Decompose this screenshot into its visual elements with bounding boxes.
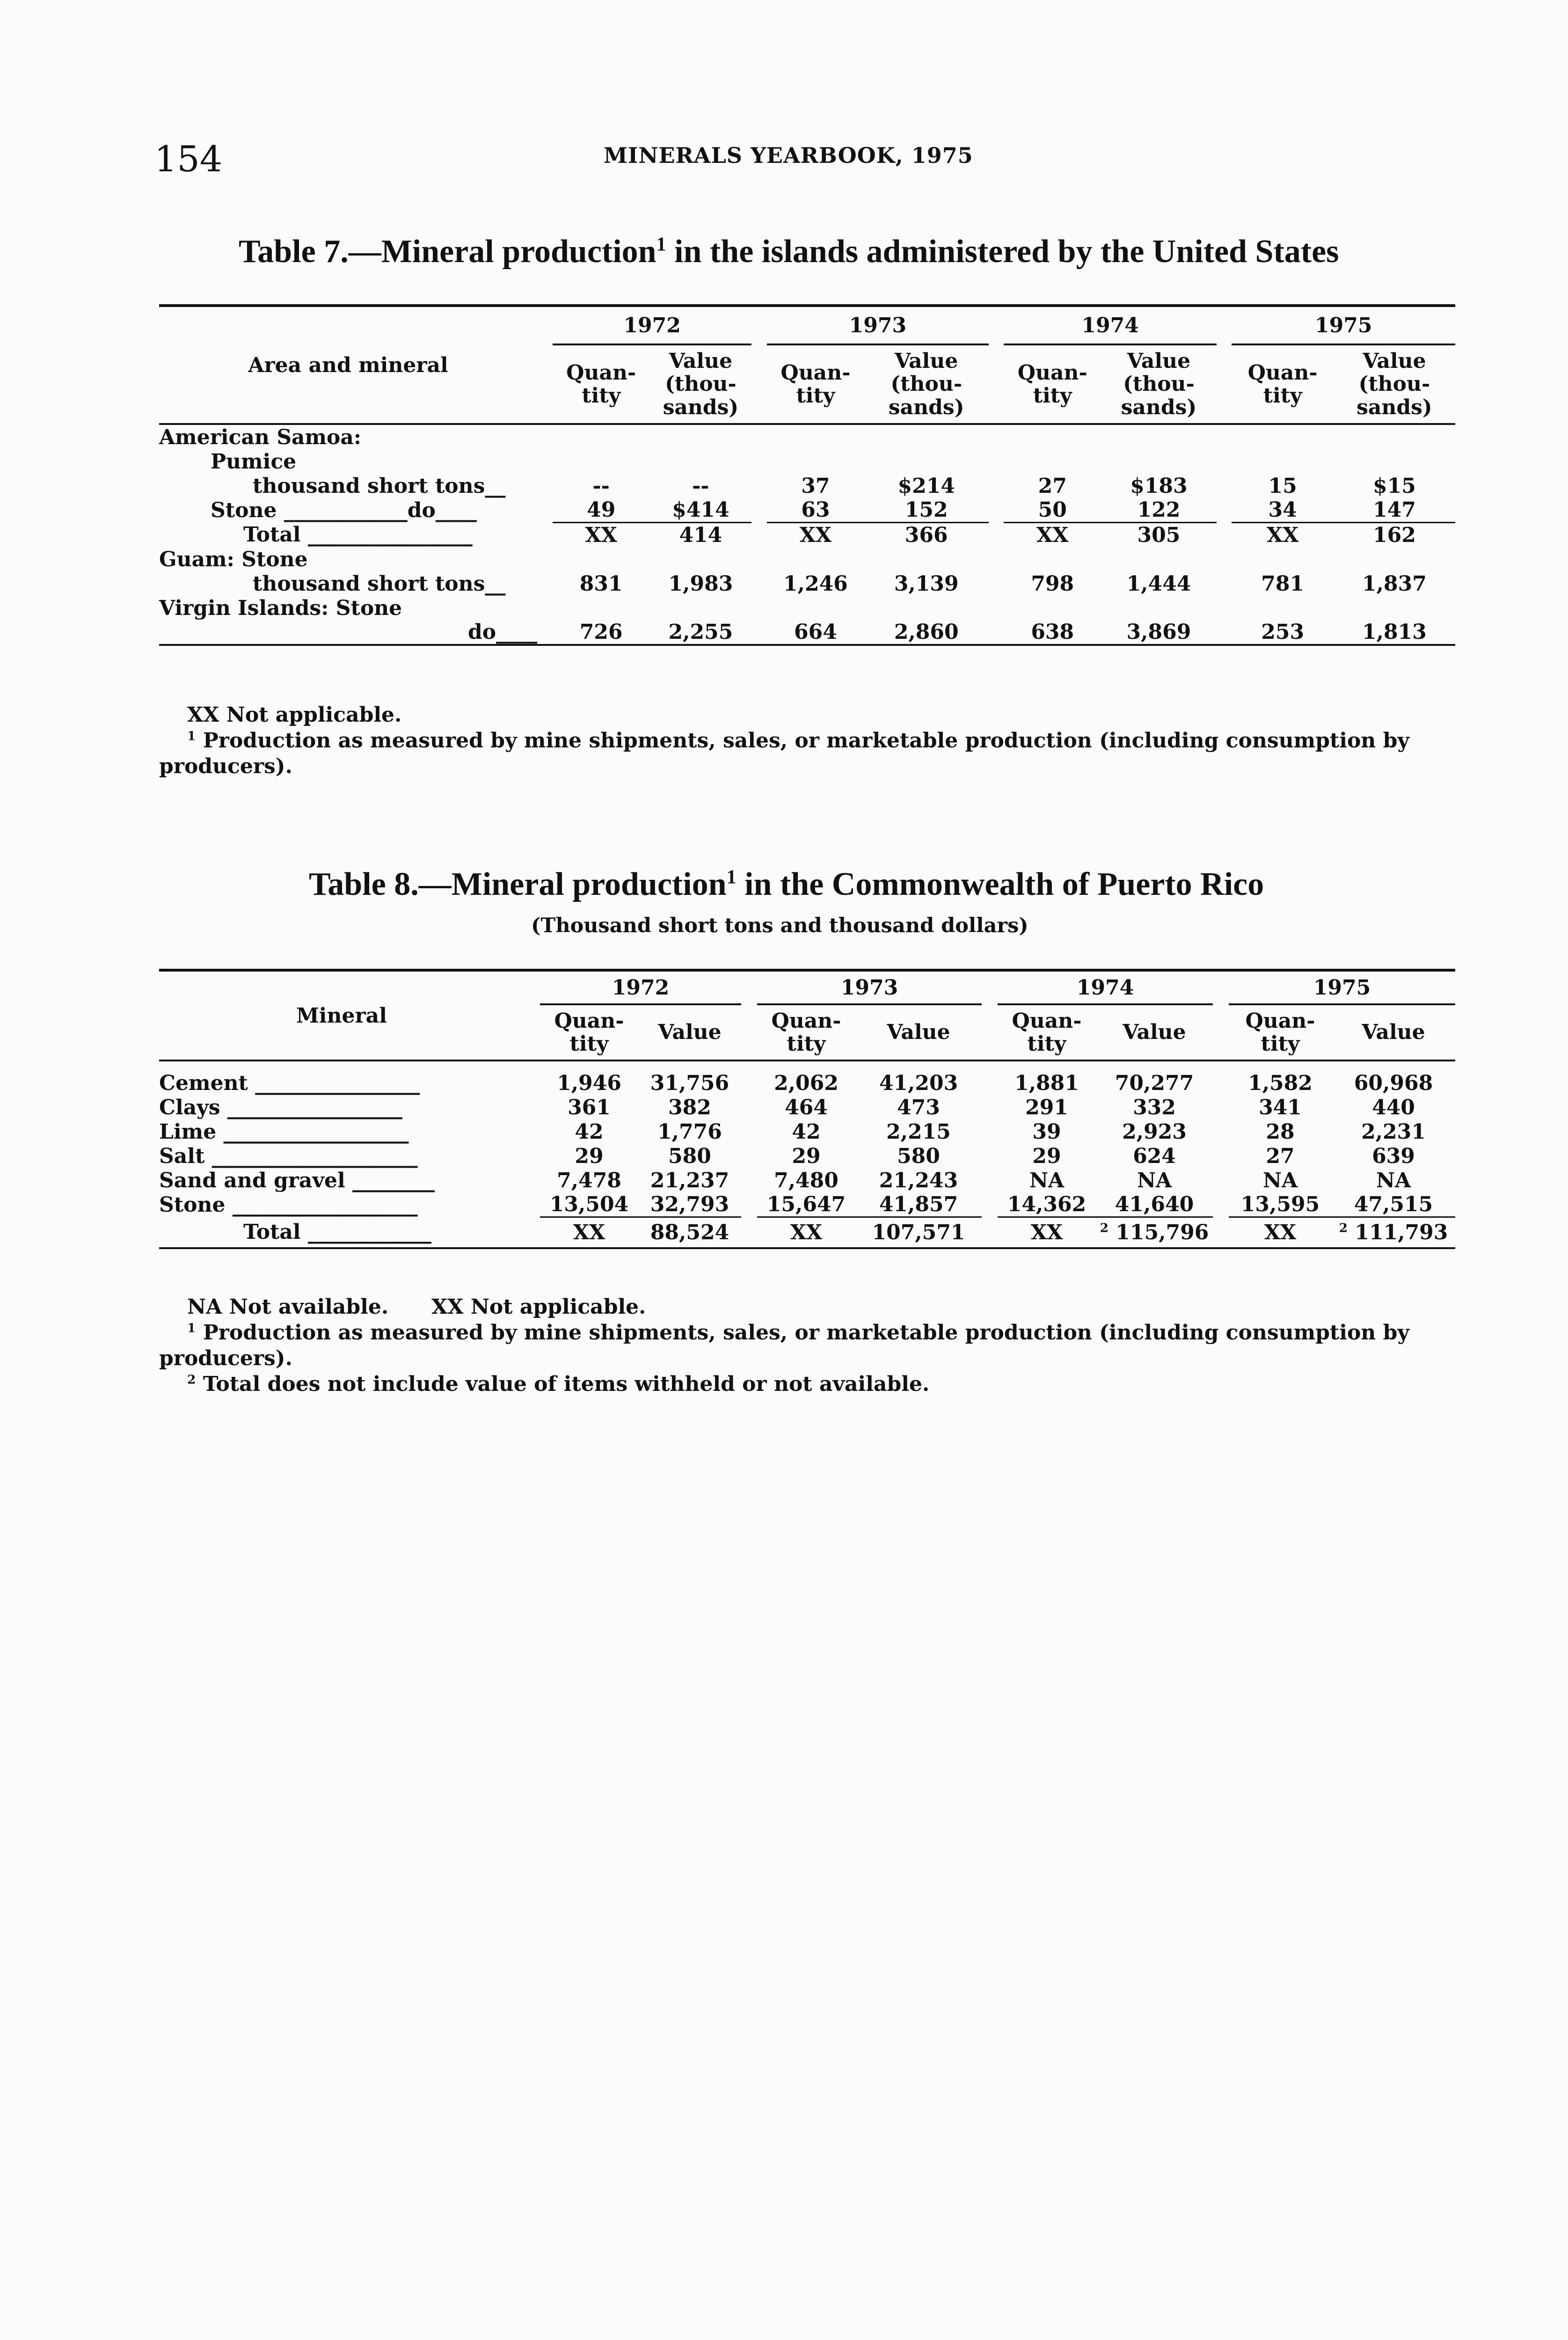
column-gap (1217, 547, 1232, 571)
value-cell (1101, 449, 1217, 474)
value-cell: $214 (897, 474, 955, 498)
column-gap (741, 1168, 757, 1192)
column-gap (1217, 620, 1232, 645)
table7-quantity-header: Quan- tity (566, 360, 636, 408)
column-gap (751, 620, 767, 645)
table-row (159, 1192, 1455, 1217)
table-row (159, 498, 1455, 523)
column-gap (524, 1192, 540, 1217)
table8-title-footnote-mark: 1 (726, 866, 737, 888)
table8-body (159, 1071, 1455, 1248)
quantity-cell: 14,362 (1007, 1192, 1087, 1216)
quantity-cell: 1,881 (1014, 1071, 1079, 1095)
column-gap (741, 1119, 757, 1144)
total-value: XX (790, 1220, 823, 1244)
column-gap (1213, 1192, 1229, 1217)
column-gap (524, 1217, 540, 1248)
value-cell: 2,860 (894, 620, 959, 644)
column-gap (989, 425, 1004, 449)
page-number: 154 (154, 138, 223, 180)
value-cell: $414 (672, 498, 729, 522)
column-gap (1217, 449, 1232, 474)
row-label: Total ________________ (243, 523, 473, 547)
column-gap (741, 1217, 757, 1248)
table8-label-header: Mineral (296, 1003, 387, 1028)
quantity-cell (553, 547, 650, 571)
quantity-cell: XX (1004, 523, 1101, 548)
quantity-cell (1232, 596, 1333, 620)
value-cell: 2,923 (1122, 1119, 1187, 1144)
table-row (159, 1144, 1455, 1168)
table7-footnote-1-text: Production as measured by mine shipments, sales, or marketable production (including consumption by producers). (159, 729, 1409, 778)
table8-footnote-1-text: Production as measured by mine shipments, sales, or marketable production (including consumption by producers). (159, 1321, 1409, 1370)
table7-quantity-header: Quan- tity (1017, 360, 1087, 408)
quantity-cell (1232, 449, 1333, 474)
quantity-cell: NA (1262, 1168, 1298, 1192)
table8-notes (159, 1294, 1455, 1397)
quantity-cell: 49 (587, 498, 616, 522)
column-gap (989, 523, 1004, 548)
quantity-cell: 50 (1038, 498, 1067, 522)
quantity-cell: 464 (785, 1095, 828, 1119)
quantity-cell (1004, 425, 1101, 449)
total-value-cell (1096, 1217, 1213, 1248)
row-label: Cement ________________ (159, 1071, 420, 1095)
value-cell: 41,640 (1115, 1192, 1194, 1216)
table8-year-1973: 1973 (757, 972, 982, 1004)
column-gap (989, 571, 1004, 596)
value-cell: $183 (1130, 474, 1188, 498)
column-gap (751, 571, 767, 596)
table-row (159, 1168, 1455, 1192)
row-label: thousand short tons__ (253, 571, 506, 596)
table7-title-suffix: in the islands administered by the United States (666, 234, 1339, 270)
table-row (159, 425, 1455, 449)
table8-value-header: Value (658, 1020, 722, 1045)
table-row (159, 449, 1455, 474)
value-cell: 152 (904, 498, 948, 522)
total-label: Total ____________ (243, 1220, 431, 1244)
quantity-cell: 15,647 (766, 1192, 846, 1216)
table-row (159, 1095, 1455, 1119)
column-gap (741, 1095, 757, 1119)
quantity-cell: 63 (801, 498, 830, 522)
table-row (159, 571, 1455, 596)
column-gap (1213, 1119, 1229, 1144)
value-cell: 414 (650, 523, 752, 548)
table8-year-1974: 1974 (998, 972, 1213, 1004)
column-gap (989, 474, 1004, 498)
value-cell: 1,813 (1362, 620, 1427, 644)
column-gap (524, 1119, 540, 1144)
value-cell: 580 (897, 1144, 940, 1168)
value-cell (650, 449, 752, 474)
value-cell: 305 (1101, 523, 1217, 548)
table8 (159, 969, 1455, 1249)
quantity-cell: 34 (1268, 498, 1297, 522)
value-cell (1334, 425, 1455, 449)
total-value: XX (573, 1220, 605, 1244)
value-cell: 60,968 (1354, 1071, 1433, 1095)
table7-quantity-header: Quan- tity (780, 360, 851, 408)
column-gap (989, 449, 1004, 474)
total-value: 107,571 (872, 1220, 965, 1244)
value-cell: 2,215 (886, 1119, 951, 1144)
quantity-cell (1004, 449, 1101, 474)
table7-notes (159, 702, 1455, 779)
value-cell: 624 (1133, 1144, 1176, 1168)
column-gap (989, 498, 1004, 523)
table8-quantity-header: Quan- tity (771, 1009, 841, 1056)
row-label: do____ (468, 620, 538, 644)
value-cell: -- (692, 474, 709, 498)
value-cell: 70,277 (1115, 1071, 1194, 1095)
table8-footnote-1-mark: 1 (187, 1321, 196, 1336)
quantity-cell: 42 (792, 1119, 821, 1144)
table8-title (309, 866, 1264, 903)
quantity-cell: 7,480 (774, 1168, 839, 1192)
row-label: Stone ____________do____ (211, 498, 477, 522)
row-label: Clays _________________ (159, 1095, 402, 1119)
value-cell: 639 (1372, 1144, 1415, 1168)
table8-value-header: Value (1362, 1020, 1425, 1045)
footnote-mark: 2 (1100, 1221, 1109, 1236)
quantity-cell: 7,478 (557, 1168, 621, 1192)
column-gap (751, 498, 767, 523)
table7-year-1972: 1972 (553, 307, 752, 344)
value-cell: $15 (1372, 474, 1416, 498)
quantity-cell: 27 (1038, 474, 1067, 498)
value-cell (864, 596, 989, 620)
value-cell (650, 547, 752, 571)
quantity-cell (1232, 547, 1333, 571)
quantity-cell: NA (1029, 1168, 1065, 1192)
quantity-cell: 341 (1259, 1095, 1302, 1119)
quantity-cell (767, 449, 864, 474)
value-cell: 1,837 (1362, 571, 1427, 596)
column-gap (1217, 523, 1232, 548)
column-gap (982, 1071, 998, 1095)
quantity-cell: XX (553, 523, 650, 548)
value-cell (650, 425, 752, 449)
table7-title-prefix: Table 7.—Mineral production (239, 234, 656, 270)
value-cell (1334, 596, 1455, 620)
quantity-cell: 831 (579, 571, 623, 596)
row-label: Salt ____________________ (159, 1144, 418, 1168)
quantity-cell (1004, 596, 1101, 620)
column-gap (1213, 1095, 1229, 1119)
column-gap (751, 596, 767, 620)
quantity-cell (553, 425, 650, 449)
column-gap (524, 1168, 540, 1192)
table7-title (239, 233, 1339, 271)
column-gap (1217, 474, 1232, 498)
value-cell (864, 547, 989, 571)
total-quantity-cell (998, 1217, 1096, 1248)
table8-quantity-header: Quan- tity (1245, 1009, 1315, 1056)
table7-label-header: Area and mineral (248, 353, 448, 377)
table8-title-suffix: in the Commonwealth of Puerto Rico (736, 866, 1264, 902)
quantity-cell: 798 (1031, 571, 1074, 596)
column-gap (1213, 1144, 1229, 1168)
column-gap (537, 498, 553, 523)
table7-value-header: Value (thou- sands) (1357, 349, 1432, 419)
column-gap (1213, 1168, 1229, 1192)
value-cell (1101, 425, 1217, 449)
value-cell: 332 (1133, 1095, 1176, 1119)
value-cell: 41,203 (879, 1071, 958, 1095)
value-cell (864, 449, 989, 474)
row-label: American Samoa: (159, 425, 362, 449)
quantity-cell: 1,246 (783, 571, 848, 596)
quantity-cell: 13,504 (549, 1192, 629, 1216)
total-quantity-cell (540, 1217, 638, 1248)
column-gap (741, 1071, 757, 1095)
quantity-cell: 15 (1268, 474, 1297, 498)
column-gap (982, 1192, 998, 1217)
value-cell: 1,776 (657, 1119, 722, 1144)
column-gap (1217, 571, 1232, 596)
value-cell (1101, 547, 1217, 571)
column-gap (751, 474, 767, 498)
value-cell: 2,231 (1361, 1119, 1426, 1144)
total-row (159, 1217, 1455, 1248)
total-value: 111,793 (1355, 1220, 1448, 1244)
value-cell: 32,793 (650, 1192, 729, 1216)
table-row (159, 596, 1455, 620)
quantity-cell: 2,062 (774, 1071, 839, 1095)
value-cell (650, 596, 752, 620)
quantity-cell (1004, 547, 1101, 571)
column-gap (989, 596, 1004, 620)
row-label: Stone __________________ (159, 1192, 418, 1217)
footnote-mark: 2 (1339, 1221, 1348, 1236)
column-gap (989, 620, 1004, 645)
quantity-cell: -- (592, 474, 610, 498)
table8-note-na-xx: NA Not available. XX Not applicable. (187, 1295, 646, 1319)
row-label: Lime __________________ (159, 1119, 409, 1144)
column-gap (989, 547, 1004, 571)
value-cell: 2,255 (668, 620, 733, 644)
column-gap (751, 449, 767, 474)
table8-subtitle: (Thousand short tons and thousand dollars) (531, 914, 1028, 937)
quantity-cell (553, 596, 650, 620)
quantity-cell: 27 (1266, 1144, 1295, 1168)
quantity-cell: 42 (575, 1119, 604, 1144)
value-cell: 440 (1372, 1095, 1415, 1119)
column-gap (751, 547, 767, 571)
table-row (159, 620, 1455, 645)
quantity-cell: 1,582 (1248, 1071, 1313, 1095)
quantity-cell (767, 596, 864, 620)
total-value-cell (1332, 1217, 1455, 1248)
column-gap (537, 620, 553, 645)
column-gap (537, 596, 553, 620)
table8-footnote-1 (159, 1320, 1455, 1371)
column-gap (982, 1168, 998, 1192)
row-label: Pumice (211, 449, 297, 474)
quantity-cell: 361 (568, 1095, 611, 1119)
column-gap (751, 425, 767, 449)
value-cell: 21,237 (650, 1168, 729, 1192)
quantity-cell: 13,595 (1240, 1192, 1320, 1216)
column-gap (1213, 1071, 1229, 1095)
quantity-cell (553, 449, 650, 474)
total-quantity-cell (757, 1217, 855, 1248)
column-gap (982, 1119, 998, 1144)
total-value: XX (1264, 1220, 1297, 1244)
quantity-cell (1232, 425, 1333, 449)
column-gap (524, 1071, 540, 1095)
table7-title-footnote-mark: 1 (656, 234, 666, 256)
table8-quantity-header: Quan- tity (1012, 1009, 1082, 1056)
table-row (159, 1071, 1455, 1095)
table8-year-1972: 1972 (540, 972, 741, 1004)
quantity-cell: 726 (579, 620, 623, 644)
column-gap (537, 547, 553, 571)
row-label: Sand and gravel ________ (159, 1168, 435, 1192)
column-gap (1217, 425, 1232, 449)
value-cell: 162 (1334, 523, 1455, 548)
column-gap (982, 1095, 998, 1119)
table7-year-1975: 1975 (1232, 307, 1455, 344)
quantity-cell: XX (767, 523, 864, 548)
total-value: 88,524 (650, 1220, 729, 1244)
value-cell: 580 (668, 1144, 711, 1168)
quantity-cell: 253 (1261, 620, 1305, 644)
value-cell: 41,857 (879, 1192, 958, 1216)
table-row (159, 547, 1455, 571)
value-cell: 47,515 (1354, 1192, 1433, 1216)
value-cell: 382 (668, 1095, 711, 1119)
quantity-cell: XX (1232, 523, 1333, 548)
column-gap (982, 1217, 998, 1248)
row-label: Guam: Stone (159, 547, 308, 571)
table8-quantity-header: Quan- tity (554, 1009, 624, 1056)
value-cell: 1,444 (1126, 571, 1191, 596)
table8-title-prefix: Table 8.—Mineral production (309, 866, 727, 902)
table8-footnote-2-mark: 2 (187, 1372, 196, 1387)
table8-value-header: Value (1123, 1020, 1186, 1045)
table7 (159, 304, 1455, 646)
table8-footnote-2-text: Total does not include value of items withheld or not available. (196, 1372, 930, 1396)
column-gap (1217, 596, 1232, 620)
quantity-cell: 28 (1266, 1119, 1295, 1144)
quantity-cell: 29 (792, 1144, 821, 1168)
running-head: MINERALS YEARBOOK, 1975 (604, 143, 973, 168)
table7-value-header: Value (thou- sands) (663, 349, 739, 419)
column-gap (1213, 1217, 1229, 1248)
value-cell (1334, 547, 1455, 571)
column-gap (751, 523, 767, 548)
table7-footnote-1-mark: 1 (187, 729, 196, 744)
table7-footnote-1 (159, 728, 1455, 779)
total-value-cell (855, 1217, 982, 1248)
row-label: Virgin Islands: Stone (159, 596, 402, 620)
table8-year-1975: 1975 (1229, 972, 1455, 1004)
column-gap (741, 1144, 757, 1168)
quantity-cell: 638 (1031, 620, 1074, 644)
value-cell: NA (1376, 1168, 1411, 1192)
quantity-cell: 37 (801, 474, 830, 498)
column-gap (537, 571, 553, 596)
value-cell (864, 425, 989, 449)
table7-value-header: Value (thou- sands) (888, 349, 964, 419)
quantity-cell: 781 (1261, 571, 1305, 596)
quantity-cell: 1,946 (557, 1071, 621, 1095)
value-cell (1101, 596, 1217, 620)
total-value-cell (638, 1217, 741, 1248)
quantity-cell (767, 547, 864, 571)
quantity-cell: 39 (1032, 1119, 1061, 1144)
value-cell: 366 (864, 523, 989, 548)
value-cell (1334, 449, 1455, 474)
column-gap (1217, 498, 1232, 523)
table8-footnote-2 (159, 1371, 1455, 1397)
column-gap (982, 1144, 998, 1168)
quantity-cell: 664 (794, 620, 837, 644)
table7-quantity-header: Quan- tity (1247, 360, 1318, 408)
table7-year-1974: 1974 (1004, 307, 1216, 344)
value-cell: 3,869 (1126, 620, 1191, 644)
table7-value-header: Value (thou- sands) (1121, 349, 1197, 419)
quantity-cell: 291 (1025, 1095, 1068, 1119)
table7-body (159, 425, 1455, 645)
column-gap (537, 449, 553, 474)
quantity-cell (767, 425, 864, 449)
column-gap (741, 1192, 757, 1217)
value-cell: 21,243 (879, 1168, 958, 1192)
table7-year-1973: 1973 (767, 307, 989, 344)
column-gap (524, 1095, 540, 1119)
total-value: 115,796 (1116, 1220, 1209, 1244)
column-gap (537, 474, 553, 498)
quantity-cell: 29 (575, 1144, 604, 1168)
value-cell: 3,139 (894, 571, 959, 596)
value-cell: 473 (897, 1095, 940, 1119)
column-gap (524, 1144, 540, 1168)
table7-note-xx: XX Not applicable. (187, 703, 402, 727)
total-value: XX (1030, 1220, 1063, 1244)
row-label: thousand short tons__ (253, 474, 506, 498)
table-row (159, 1119, 1455, 1144)
total-quantity-cell (1229, 1217, 1332, 1248)
table-row (159, 523, 1455, 548)
value-cell: 31,756 (650, 1071, 729, 1095)
table8-value-header: Value (887, 1020, 950, 1045)
quantity-cell: 29 (1032, 1144, 1061, 1168)
value-cell: NA (1137, 1168, 1172, 1192)
value-cell: 1,983 (668, 571, 733, 596)
column-gap (537, 523, 553, 548)
column-gap (537, 425, 553, 449)
table-row (159, 474, 1455, 498)
value-cell: 122 (1137, 498, 1181, 522)
value-cell: 147 (1372, 498, 1416, 522)
